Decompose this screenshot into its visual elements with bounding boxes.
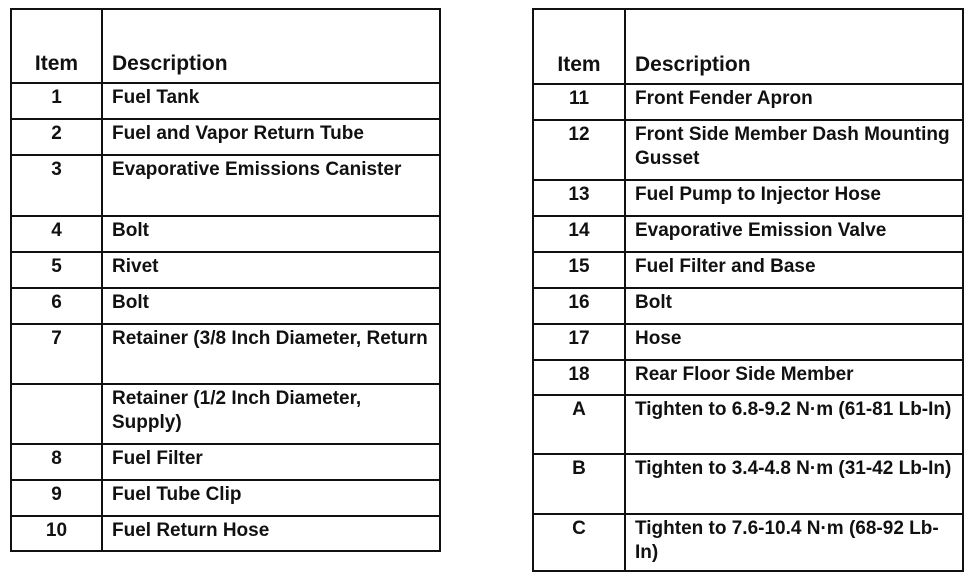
item-column-header: Item	[533, 9, 625, 84]
item-description: Rear Floor Side Member	[625, 360, 963, 395]
item-description: Front Fender Apron	[625, 84, 963, 120]
table-header-row	[11, 9, 440, 83]
item-description: Hose	[625, 324, 963, 360]
item-number: 6	[11, 288, 102, 324]
item-description: Fuel Return Hose	[102, 516, 440, 551]
item-description: Bolt	[102, 216, 440, 252]
item-description: Fuel and Vapor Return Tube	[102, 119, 440, 155]
table-row	[11, 384, 440, 444]
item-description: Retainer (3/8 Inch Diameter, Return	[102, 324, 440, 384]
item-number: B	[533, 454, 625, 514]
table-row	[11, 216, 440, 252]
table-row	[11, 444, 440, 480]
table-row	[533, 84, 963, 120]
item-description: Tighten to 6.8-9.2 N·m (61-81 Lb-In)	[625, 395, 963, 454]
table-row	[533, 120, 963, 180]
item-description: Retainer (1/2 Inch Diameter, Supply)	[102, 384, 440, 444]
table-row	[533, 180, 963, 216]
item-number: 9	[11, 480, 102, 516]
item-number: 16	[533, 288, 625, 324]
item-description: Fuel Pump to Injector Hose	[625, 180, 963, 216]
item-description: Evaporative Emissions Canister	[102, 155, 440, 216]
table-row	[11, 516, 440, 551]
description-column-header: Description	[102, 9, 440, 83]
item-number: A	[533, 395, 625, 454]
table-row	[11, 83, 440, 119]
table-row	[533, 514, 963, 571]
item-description: Tighten to 7.6-10.4 N·m (68-92 Lb-In)	[625, 514, 963, 571]
item-description: Bolt	[625, 288, 963, 324]
parts-table-right	[532, 8, 964, 572]
table-row	[533, 252, 963, 288]
item-number: 15	[533, 252, 625, 288]
table-row	[533, 324, 963, 360]
table-row	[533, 454, 963, 514]
item-description: Fuel Tube Clip	[102, 480, 440, 516]
table-row	[533, 216, 963, 252]
item-number: 13	[533, 180, 625, 216]
item-number: C	[533, 514, 625, 571]
item-number: 3	[11, 155, 102, 216]
item-number: 12	[533, 120, 625, 180]
item-number: 1	[11, 83, 102, 119]
item-number: 7	[11, 324, 102, 384]
parts-table-left	[10, 8, 441, 552]
table-row	[533, 288, 963, 324]
item-description: Fuel Filter and Base	[625, 252, 963, 288]
item-description: Evaporative Emission Valve	[625, 216, 963, 252]
table-row	[533, 360, 963, 395]
item-description: Front Side Member Dash Mounting Gusset	[625, 120, 963, 180]
item-number: 11	[533, 84, 625, 120]
table-row	[533, 395, 963, 454]
item-number: 4	[11, 216, 102, 252]
table-row	[11, 155, 440, 216]
item-number: 17	[533, 324, 625, 360]
item-description: Tighten to 3.4-4.8 N·m (31-42 Lb-In)	[625, 454, 963, 514]
item-number: 10	[11, 516, 102, 551]
table-row	[11, 288, 440, 324]
table-row	[11, 252, 440, 288]
item-description: Rivet	[102, 252, 440, 288]
item-column-header: Item	[11, 9, 102, 83]
table-row	[11, 480, 440, 516]
item-number: 8	[11, 444, 102, 480]
item-number: 5	[11, 252, 102, 288]
item-number: 14	[533, 216, 625, 252]
description-column-header: Description	[625, 9, 963, 84]
item-description: Bolt	[102, 288, 440, 324]
item-description: Fuel Tank	[102, 83, 440, 119]
table-header-row	[533, 9, 963, 84]
table-row	[11, 119, 440, 155]
table-row	[11, 324, 440, 384]
item-number: 18	[533, 360, 625, 395]
item-description: Fuel Filter	[102, 444, 440, 480]
item-number	[11, 384, 102, 444]
item-number: 2	[11, 119, 102, 155]
